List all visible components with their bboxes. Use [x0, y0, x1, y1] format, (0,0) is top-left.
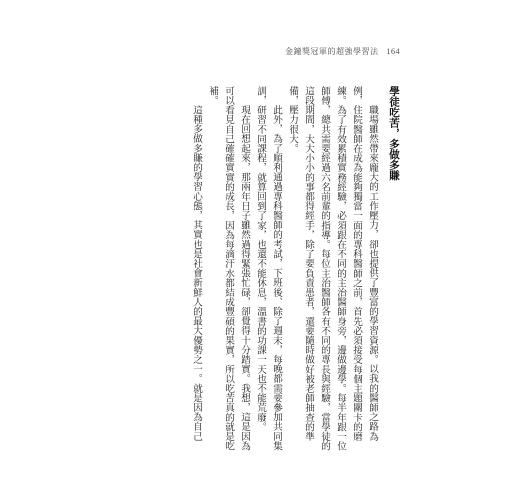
page-number: 164	[386, 47, 400, 56]
paragraph: 這種多做多賺的學習心態，其實也是社會新鮮人的最大優勢之一。就是因為自己	[191, 105, 202, 442]
section-heading: 學徒吃苦，多做多賺	[388, 86, 400, 181]
body-text	[188, 86, 402, 456]
paragraph: 職場雖然帶來龐大的工作壓力，卻也提供了豐富的學習資源。以我的醫師之路為例，住院醫師在成為能夠獨當一面的專科醫師之前，首先必須接受每個主題關卡的磨練。為了有效累積實務經驗，必須跟在不同的主治醫師身旁，邊做邊學。每半年跟一位師傅，總共需要經過六名前輩的指導。每位主治醫師各有不同的專長與經驗，當學徒的這段期間，大大小小的事都得經手，除了要負責患者，還要隨時做好被老師抽查的準備，壓力很大。	[287, 86, 378, 451]
book-title: 金鐘獎冠軍的超強學習法	[285, 47, 379, 56]
paragraph: 現在回想起來，那兩年日子雖然過得緊張忙碌，卻覺得十分踏實。我想，這是因為可以看見自己確確實實的成長，因為每滴汗水都結成豐碩的果實，所以吃苦真的就是吃補。	[207, 86, 250, 451]
paragraph: 此外，為了順利通過專科醫師的考試，下班後、除了週末，每晚都需要參加共同集訓，研習不同課程，就算回到了家，也還不能休息，溫書的功課一天也不能荒廢。	[255, 86, 282, 451]
running-header	[285, 46, 400, 57]
